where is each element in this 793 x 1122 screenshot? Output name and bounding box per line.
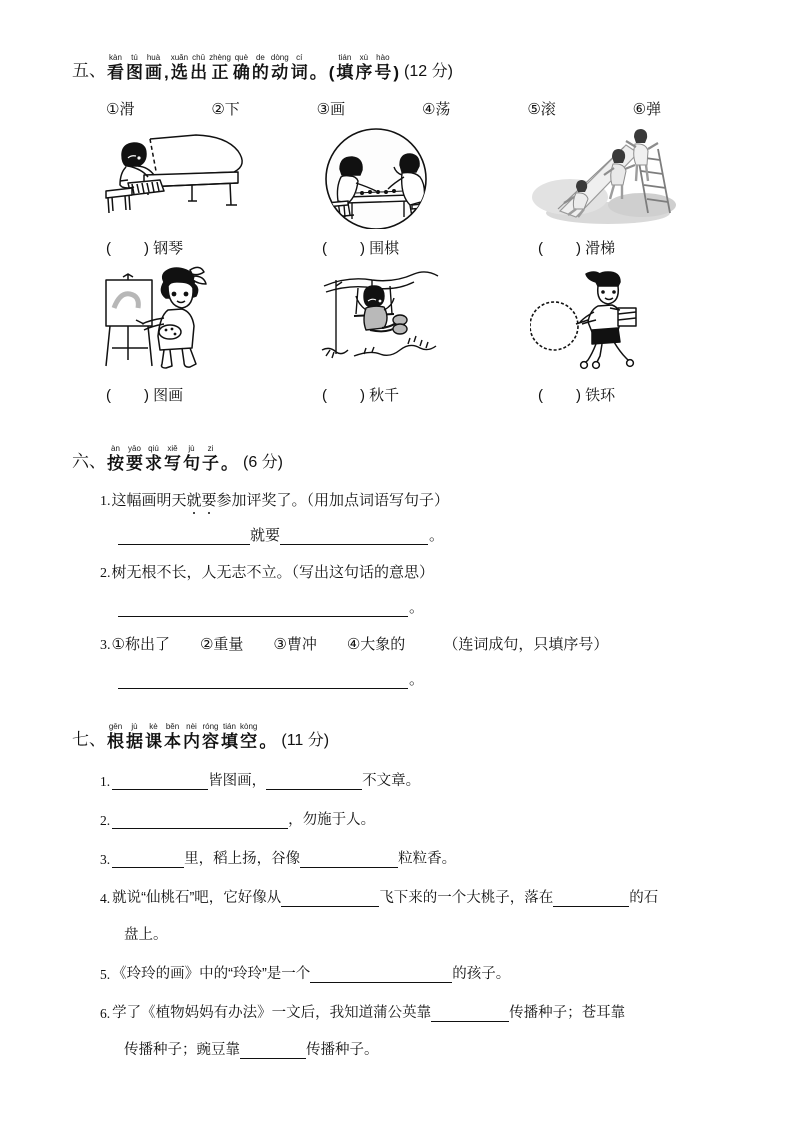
hanzi: 要 (126, 454, 143, 473)
hanzi: 选 (170, 63, 188, 82)
question-6-1 (100, 489, 738, 510)
verb-option[interactable]: ②下 (211, 101, 240, 118)
section-5-number: 五、 (72, 61, 106, 80)
pinyin: jù (131, 722, 138, 731)
fill-blank[interactable] (112, 852, 184, 868)
girl-painting-easel-drawing-icon (98, 264, 273, 376)
piano-line-drawing-icon (98, 125, 273, 229)
ruby-char (393, 52, 399, 82)
section-7-number: 七、 (72, 730, 106, 749)
chess-circle-drawing-icon (314, 125, 489, 229)
fill-text: 《玲玲的画》中的“玲玲”是一个 (112, 966, 311, 982)
hanzi: 填 (336, 63, 354, 82)
picture-answer-blank[interactable]: () 滑梯 (538, 240, 616, 257)
fill-text: 不文章。 (362, 773, 421, 789)
hanzi: ) (393, 63, 400, 82)
given-words: 就要 (250, 527, 281, 544)
ruby-char (171, 52, 188, 82)
verb-option[interactable]: ⑥弹 (632, 101, 662, 118)
picture-item-painting (90, 258, 306, 405)
answer-blank[interactable] (280, 529, 428, 545)
fill-blank[interactable] (112, 813, 288, 829)
pinyin: kàn (109, 53, 122, 62)
fill-text: 里，稻上扬，谷像 (184, 851, 301, 867)
answer-blank[interactable] (118, 673, 408, 689)
answer-line-6-2[interactable] (100, 596, 738, 617)
ruby-char (190, 52, 207, 82)
pinyin: què (234, 53, 249, 62)
fill-text: 就说“仙桃石”吧，它好像从 (112, 890, 282, 906)
question-number: 6. (100, 1006, 111, 1021)
pinyin: gēn (108, 722, 123, 731)
ruby-char (183, 443, 200, 473)
fill-text: 盘上。 (124, 927, 168, 943)
pinyin: xiě (167, 444, 178, 453)
ruby-char (291, 52, 308, 82)
hanzi: 的 (251, 63, 269, 82)
fill-text: ，勿施于人。 (288, 812, 376, 828)
section-6-questions (100, 489, 738, 689)
pinyin: cí (296, 53, 303, 62)
question-hint: （连词成句，只填序号） (443, 636, 609, 653)
fill-question-7-1[interactable] (100, 769, 738, 790)
picture-answer-blank[interactable]: () 秋千 (322, 387, 400, 404)
picture-answer-blank[interactable]: () 图画 (106, 387, 184, 404)
fill-question-7-4-cont (124, 923, 738, 944)
hanzi: 容 (202, 732, 219, 751)
section-5-title-ruby (106, 52, 400, 82)
fill-blank[interactable] (553, 891, 629, 907)
pinyin: huà (146, 53, 161, 62)
child-on-swing-drawing-icon (314, 264, 489, 376)
hanzi: 画 (145, 63, 162, 82)
picture-item-chess (306, 119, 522, 258)
hanzi: 。 (221, 454, 238, 473)
fill-text: 的孩子。 (452, 966, 511, 982)
section-5-score: (12 分) (404, 63, 453, 80)
question-number: 1. (100, 774, 111, 789)
picture-answer-blank[interactable]: () 围棋 (322, 240, 400, 257)
hanzi: 看 (107, 63, 124, 82)
fill-question-7-2[interactable] (100, 808, 738, 829)
picture-item-hoop (522, 258, 738, 405)
hanzi: 图 (126, 63, 143, 82)
hanzi: 出 (190, 63, 208, 82)
hanzi: 正 (211, 63, 229, 82)
pinyin: qiú (148, 444, 159, 453)
pinyin: róng (202, 722, 219, 731)
question-number: 3. (100, 852, 111, 867)
picture-answer-blank[interactable]: () 钢琴 (106, 240, 184, 257)
hanzi: 词 (290, 63, 308, 82)
picture-item-swing (306, 258, 522, 405)
order-option[interactable]: ①称出了 (111, 636, 170, 653)
ruby-char (145, 52, 162, 82)
ruby-char (126, 52, 143, 82)
pinyin: běn (165, 722, 180, 731)
hanzi: 根 (107, 732, 124, 751)
ruby-char (355, 52, 372, 82)
hanzi: 空 (240, 732, 258, 751)
ruby-char (221, 721, 238, 751)
hanzi: 内 (183, 732, 200, 751)
picture-row-1 (90, 119, 738, 258)
question-6-3 (100, 633, 738, 654)
ruby-char (209, 52, 231, 82)
hanzi: 。 (309, 63, 327, 82)
verb-option[interactable]: ③画 (316, 101, 346, 118)
answer-line-6-1[interactable] (100, 524, 738, 545)
fill-blank[interactable] (310, 967, 452, 983)
answer-blank[interactable] (118, 601, 408, 617)
pinyin: jù (188, 444, 195, 453)
pinyin: àn (111, 444, 120, 453)
fill-text: 传播种子；苍耳靠 (509, 1005, 626, 1021)
fill-question-7-5[interactable] (100, 962, 738, 983)
ruby-char (107, 52, 124, 82)
ruby-char (126, 721, 143, 751)
ruby-char (252, 52, 269, 82)
question-number: 2. (100, 813, 111, 828)
fill-blank[interactable] (281, 891, 379, 907)
ruby-char (221, 443, 238, 473)
verb-option[interactable]: ④荡 (421, 101, 451, 118)
pinyin: tú (131, 53, 138, 62)
section-6-heading (72, 443, 738, 473)
ruby-char (233, 52, 250, 82)
pinyin: zhèng (209, 53, 231, 62)
section-6-score: (6 分) (243, 454, 284, 471)
hanzi: 动 (271, 63, 289, 82)
pinyin: chū (192, 53, 206, 62)
pinyin: tián (223, 722, 236, 731)
ruby-char (240, 721, 257, 751)
question-number: 1. (100, 494, 111, 509)
hanzi: 写 (164, 454, 181, 473)
fill-text: 学了《植物妈妈有办法》一文后，我知道蒲公英靠 (112, 1005, 432, 1021)
ruby-char (259, 721, 276, 751)
picture-row-2 (90, 258, 738, 405)
fill-text: 粒粒香。 (398, 851, 457, 867)
emphasized-char: 就 (187, 489, 202, 510)
verb-option[interactable]: ⑤滚 (527, 101, 556, 118)
fill-text: 传播种子。 (306, 1042, 379, 1058)
section-6-number: 六、 (72, 452, 106, 471)
section-7-heading (72, 721, 738, 751)
fill-question-7-6-cont[interactable] (124, 1038, 738, 1059)
ruby-char (164, 52, 169, 82)
ruby-char (310, 52, 327, 82)
ruby-char (336, 52, 353, 82)
question-6-2 (100, 561, 738, 582)
fill-text: 传播种子；豌豆靠 (124, 1042, 240, 1058)
order-option[interactable]: ③曹冲 (273, 636, 317, 653)
fill-blank[interactable] (266, 774, 362, 790)
fill-blank[interactable] (112, 774, 208, 790)
emphasized-char: 要 (202, 489, 217, 510)
pinyin: de (255, 53, 265, 62)
hanzi: 子 (202, 454, 219, 473)
hanzi: 课 (145, 732, 162, 751)
question-number: 5. (100, 967, 111, 982)
section-7-questions (72, 769, 738, 1059)
order-option[interactable]: ②重量 (199, 636, 244, 653)
ruby-char (374, 52, 391, 82)
pinyin: kè (149, 722, 158, 731)
hanzi: ( (328, 63, 335, 82)
boy-rolling-hoop-drawing-icon (530, 264, 705, 376)
ruby-char (183, 721, 200, 751)
fill-blank[interactable] (300, 852, 398, 868)
question-text: 树无根不长，人无志不立。（写出这句话的意思） (111, 564, 435, 581)
fill-question-7-4[interactable] (100, 886, 738, 907)
hanzi: 按 (107, 454, 124, 473)
hanzi: 句 (183, 454, 200, 473)
ruby-char (145, 443, 162, 473)
pinyin: hào (376, 53, 390, 62)
ruby-char (202, 721, 219, 751)
fill-question-7-3[interactable] (100, 847, 738, 868)
period-mark: 。 (409, 599, 425, 616)
hanzi: 确 (232, 63, 250, 82)
period-mark: 。 (409, 671, 425, 688)
ruby-char (271, 52, 289, 82)
order-option[interactable]: ④大象的 (346, 636, 406, 653)
section-7-title-ruby (106, 721, 277, 751)
picture-answer-blank[interactable]: () 铁环 (538, 387, 616, 404)
period-mark: 。 (429, 527, 445, 544)
slide-photo-grayscale-icon (530, 125, 705, 229)
hanzi: 填 (221, 732, 238, 751)
ruby-char (145, 721, 162, 751)
picture-item-piano (90, 119, 306, 258)
question-text-pre: 这幅画明天 (111, 492, 187, 509)
answer-blank[interactable] (118, 529, 250, 545)
hanzi: 序 (355, 63, 373, 82)
section-6-title-ruby (106, 443, 239, 473)
ruby-char (202, 443, 219, 473)
hanzi: 。 (259, 732, 277, 751)
pinyin: nèi (186, 722, 197, 731)
section-5-heading (72, 52, 738, 82)
hanzi: 本 (164, 732, 181, 751)
question-number: 4. (100, 891, 111, 906)
question-number: 2. (100, 566, 111, 581)
picture-item-slide (522, 119, 738, 258)
verb-option[interactable]: ①滑 (106, 101, 135, 118)
verb-options-list (106, 98, 738, 119)
pinyin: dòng (270, 53, 289, 62)
fill-blank[interactable] (431, 1006, 509, 1022)
hanzi: , (164, 63, 169, 82)
ruby-char (164, 721, 181, 751)
sentence-order-options (112, 633, 436, 654)
pinyin: tián (338, 53, 352, 62)
pinyin: yāo (128, 444, 141, 453)
answer-line-6-3[interactable] (100, 668, 738, 689)
ruby-char (329, 52, 335, 82)
ruby-char (164, 443, 181, 473)
ruby-char (107, 721, 124, 751)
hanzi: 据 (126, 732, 143, 751)
fill-text: 皆图画， (208, 773, 267, 789)
pinyin: zi (207, 444, 214, 453)
fill-text: 飞下来的一个大桃子，落在 (379, 890, 554, 906)
ruby-char (126, 443, 143, 473)
question-text-post: 参加评奖了。（用加点词语写句子） (216, 492, 450, 509)
pinyin: xuǎn (170, 53, 189, 62)
pinyin: kòng (240, 722, 258, 731)
hanzi: 号 (374, 63, 392, 82)
ruby-char (107, 443, 124, 473)
fill-blank[interactable] (240, 1043, 306, 1059)
fill-question-7-6[interactable] (100, 1001, 738, 1022)
section-7-score: (11 分) (281, 732, 330, 749)
question-number: 3. (100, 638, 111, 653)
hanzi: 求 (145, 454, 162, 473)
pinyin: xù (359, 53, 369, 62)
fill-text: 的石 (629, 890, 659, 906)
